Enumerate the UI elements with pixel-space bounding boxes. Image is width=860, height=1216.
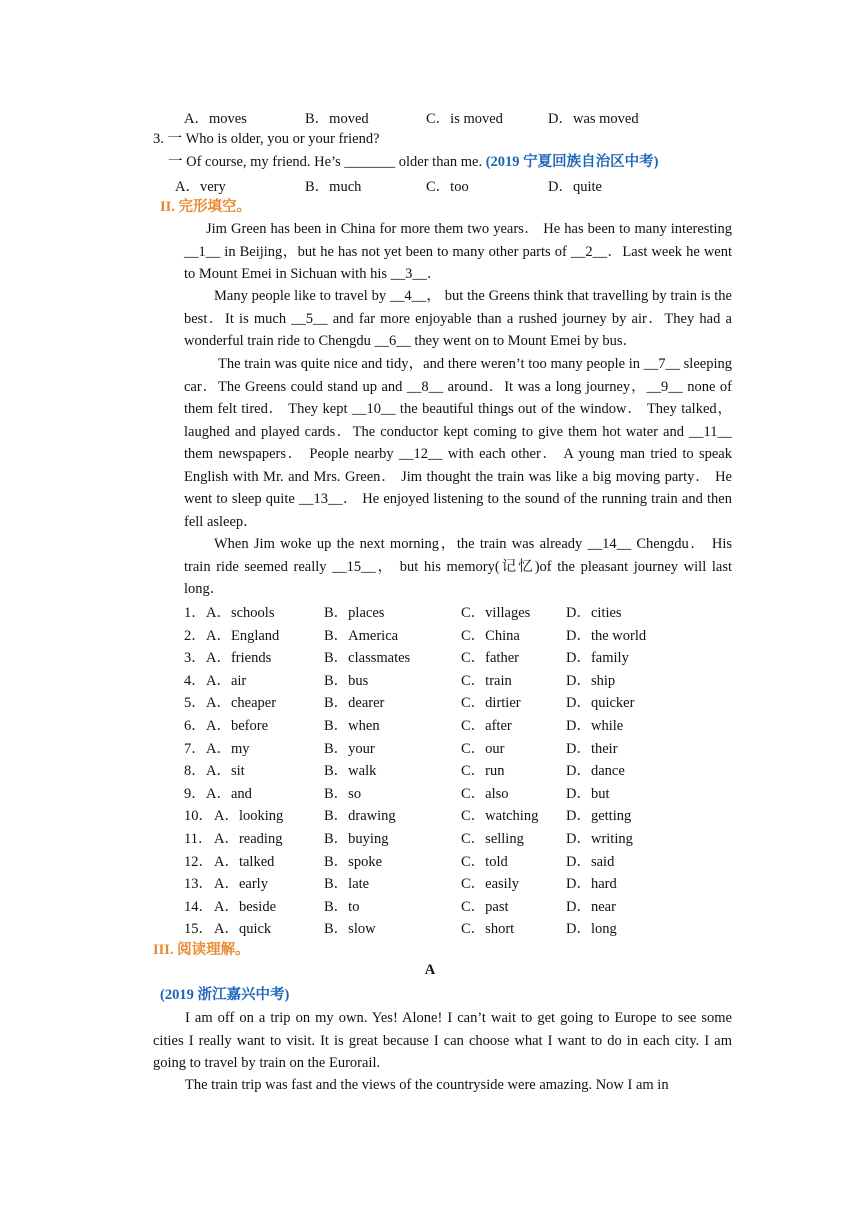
option-d: D．writing <box>566 831 633 847</box>
option-b: B．to <box>324 898 360 915</box>
option-d: D．hard <box>566 876 617 893</box>
question-number: 5． <box>184 695 206 712</box>
option-a: A．and <box>206 785 252 802</box>
reading-paragraph-2: The train trip was fast and the views of the countryside were amazing. Now I am in <box>185 1077 669 1093</box>
option-d: D．ship <box>566 672 616 689</box>
section2-heading: II. 完形填空。 <box>160 199 252 215</box>
option-d: D．long <box>566 921 617 938</box>
option-b: B．bus <box>324 672 369 689</box>
option-c: C．train <box>461 672 512 689</box>
option-b: B．slow <box>324 921 376 938</box>
option-c: C．told <box>461 853 508 870</box>
option-c: C．run <box>461 763 505 780</box>
option-a: A．England <box>206 627 280 644</box>
option-c: C．our <box>461 740 505 757</box>
question-number: 13． <box>184 876 213 893</box>
option-d: D．near <box>566 898 616 915</box>
cloze-paragraph-3: The train was quite nice and tidy，and there weren’t too many people in __7__ sleeping car．The Greens could stand up and __8__ around．It was a long journey，__9__ none of them felt tired． They kept __10__ the beautiful things out of the window． They talked，laughed and played cards．The conductor kept coming to give them hot water and __11__ them newspapers． People nearby __12__ with each other． A young man tried to speak English with Mr. and Mrs. Green． Jim thought the train was like a big moving party． He went to sleep quite __13__． He enjoyed listening to the sound of the running train and then fell asleep． <box>184 356 732 530</box>
q3-source: (2019 宁夏回族自治区中考) <box>485 154 659 170</box>
option-b: B．when <box>324 718 380 734</box>
cloze-paragraph-1: Jim Green has been in China for more them two years． He has been to many interesting __1__ in Beijing，but he has not yet been to many other parts of __2__．Last week he went to Mount Emei in Sichuan with his __3__． <box>184 221 732 282</box>
option-c: C．short <box>461 921 515 938</box>
option-d: D．quicker <box>566 695 635 712</box>
option-a: A．sit <box>206 763 245 780</box>
q3-line2 <box>168 152 659 172</box>
option-a: A．friends <box>206 650 272 667</box>
option-a: A．looking <box>214 808 284 825</box>
option-d: D．dance <box>566 763 625 780</box>
option-b: B．your <box>324 740 375 757</box>
option-a: A．my <box>206 740 250 757</box>
question-number: 11． <box>184 831 213 847</box>
option-c: C．also <box>461 785 509 802</box>
question-number: 3． <box>184 650 206 667</box>
section3-heading: III. 阅读理解。 <box>153 942 250 958</box>
question-number: 1． <box>184 605 206 621</box>
option-c: C．father <box>461 650 519 667</box>
option-c: C．watching <box>461 808 539 825</box>
option-d: D．quite <box>548 179 602 195</box>
question-number: 15． <box>184 921 213 938</box>
option-c: C．after <box>461 718 512 734</box>
option-a: A．before <box>206 718 269 734</box>
option-c: C．too <box>426 179 469 195</box>
option-b: B．classmates <box>324 650 411 667</box>
option-b: B．moved <box>305 111 369 127</box>
option-b: B．much <box>305 179 362 195</box>
option-d: D．their <box>566 740 618 757</box>
option-b: B．America <box>324 627 399 644</box>
option-a: A．schools <box>206 605 275 621</box>
question-number: 8． <box>184 763 206 780</box>
option-c: C．selling <box>461 831 524 847</box>
option-a: A．very <box>175 179 226 195</box>
option-b: B．buying <box>324 831 389 847</box>
option-d: D．was moved <box>548 111 639 127</box>
option-d: D．said <box>566 853 615 870</box>
option-a: A．quick <box>214 921 272 938</box>
cloze-paragraph-4: When Jim woke up the next morning，the train was already __14__ Chengdu． His train ride seemed really __15__， but his memory(记忆)of the pleasant journey will last long． <box>184 536 732 597</box>
question-number: 14． <box>184 898 213 915</box>
option-a: A．reading <box>214 831 283 847</box>
option-c: C．dirtier <box>461 695 521 712</box>
option-d: D．but <box>566 785 610 802</box>
option-a: A．air <box>206 672 247 689</box>
question-number: 2． <box>184 627 206 644</box>
option-b: B．spoke <box>324 853 382 870</box>
section3-source: (2019 浙江嘉兴中考) <box>160 987 290 1003</box>
q3-line1: 3. 一 Who is older, you or your friend? <box>153 131 380 147</box>
option-c: C．easily <box>461 876 519 893</box>
option-b: B．so <box>324 785 362 802</box>
reading-paragraph-1: I am off on a trip on my own. Yes! Alone! I can’t wait to get going to Europe to see some cities I really want to visit. It is great because I can choose what I want to do in each city. I am going to travel by train on the Eurorail. <box>153 1010 732 1071</box>
option-a: A．cheaper <box>206 695 277 712</box>
question-number: 10． <box>184 808 213 825</box>
q3-line2-text: 一 Of course, my friend. He’s _______ older than me. <box>168 154 483 170</box>
option-b: B．late <box>324 876 370 893</box>
option-b: B．walk <box>324 763 377 780</box>
question-number: 4． <box>184 672 206 689</box>
option-d: D．the world <box>566 627 647 644</box>
option-d: D．cities <box>566 605 622 621</box>
question-number: 9． <box>184 785 206 802</box>
option-d: D．family <box>566 650 629 667</box>
option-d: D．getting <box>566 808 632 825</box>
option-b: B．drawing <box>324 808 396 825</box>
option-a: A．early <box>214 876 268 893</box>
option-a: A．talked <box>214 853 275 870</box>
question-number: 7． <box>184 740 206 757</box>
part-label: A <box>424 962 436 978</box>
question-number: 6． <box>184 718 206 734</box>
option-a: A．beside <box>214 898 277 915</box>
option-c: C．past <box>461 898 509 915</box>
option-b: B．dearer <box>324 695 385 712</box>
option-a: A．moves <box>184 111 247 127</box>
option-c: C．China <box>461 627 520 644</box>
option-d: D．while <box>566 718 624 734</box>
option-c: C．villages <box>461 605 531 621</box>
cloze-paragraph-2: Many people like to travel by __4__， but the Greens think that travelling by train is the best．It is much __5__ and far more enjoyable than a rushed journey by air．They had a wonderful train ride to Chengdu __6__ they went on to Mount Emei by bus． <box>184 288 732 349</box>
option-b: B．places <box>324 605 385 621</box>
question-number: 12． <box>184 853 213 870</box>
option-c: C．is moved <box>426 111 503 127</box>
